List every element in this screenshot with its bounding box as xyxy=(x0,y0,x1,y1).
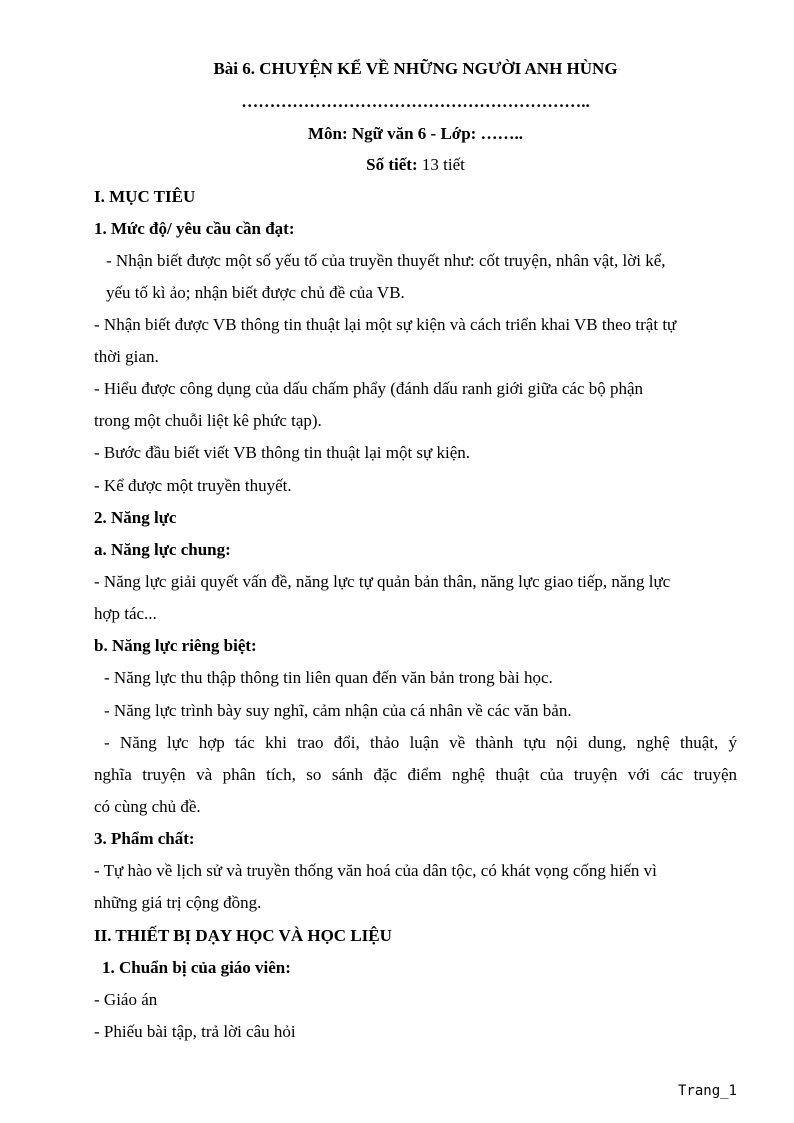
lesson-title: Bài 6. CHUYỆN KỂ VỀ NHỮNG NGƯỜI ANH HÙNG xyxy=(213,59,618,78)
section-heading-objectives: I. MỤC TIÊU xyxy=(94,187,196,206)
paragraph-line: - Nhận biết được VB thông tin thuật lại một sự kiện và cách triển khai VB theo trật tự xyxy=(94,315,677,334)
paragraph-line: - Năng lực giải quyết vấn đề, năng lực tự quản bản thân, năng lực giao tiếp, năng lực xyxy=(94,572,671,591)
subheading-requirements: 1. Mức độ/ yêu cầu cần đạt: xyxy=(94,219,295,238)
paragraph-line: - Phiếu bài tập, trả lời câu hỏi xyxy=(94,1022,296,1041)
subheading-specific-competence: b. Năng lực riêng biệt: xyxy=(94,636,257,655)
paragraph-line: - Kể được một truyền thuyết. xyxy=(94,476,292,495)
periods-label: Số tiết: xyxy=(366,155,418,174)
paragraph-line: - Năng lực hợp tác khi trao đổi, thảo luận về thành tựu nội dung, nghệ thuật, ý xyxy=(104,733,737,752)
paragraph-line: - Năng lực trình bày suy nghĩ, cảm nhận của cá nhân về các văn bản. xyxy=(104,701,572,720)
paragraph-line: - Giáo án xyxy=(94,990,158,1009)
subheading-teacher-prep: 1. Chuẩn bị của giáo viên: xyxy=(102,958,291,977)
subheading-qualities: 3. Phẩm chất: xyxy=(94,829,195,848)
paragraph-line: - Nhận biết được một số yếu tố của truyền thuyết như: cốt truyện, nhân vật, lời kể, xyxy=(106,251,666,270)
paragraph-line: trong một chuỗi liệt kê phức tạp). xyxy=(94,411,322,430)
paragraph-line: - Tự hào về lịch sử và truyền thống văn hoá của dân tộc, có khát vọng cống hiến vì xyxy=(94,861,657,880)
paragraph-line: nghĩa truyện và phân tích, so sánh đặc điểm nghệ thuật của truyện với các truyện xyxy=(94,765,737,784)
section-heading-equipment: II. THIẾT BỊ DẠY HỌC VÀ HỌC LIỆU xyxy=(94,926,392,945)
title-dots: …………………………………………………….. xyxy=(241,92,590,111)
periods-value: 13 tiết xyxy=(417,155,465,174)
periods-line xyxy=(94,155,737,175)
paragraph-line: - Năng lực thu thập thông tin liên quan đến văn bản trong bài học. xyxy=(104,668,553,687)
paragraph-line: hợp tác... xyxy=(94,604,157,623)
paragraph-line: - Hiểu được công dụng của dấu chấm phẩy (đánh dấu ranh giới giữa các bộ phận xyxy=(94,379,644,398)
page-number: Trang_1 xyxy=(677,1083,737,1099)
paragraph-line: có cùng chủ đề. xyxy=(94,797,201,816)
paragraph-line: những giá trị cộng đồng. xyxy=(94,893,262,912)
subheading-competence: 2. Năng lực xyxy=(94,508,177,527)
paragraph-line: thời gian. xyxy=(94,347,159,366)
subject-line: Môn: Ngữ văn 6 - Lớp: …….. xyxy=(307,124,524,143)
paragraph-line: - Bước đầu biết viết VB thông tin thuật lại một sự kiện. xyxy=(94,443,471,462)
subheading-general-competence: a. Năng lực chung: xyxy=(94,540,231,559)
paragraph-line: yếu tố kì ảo; nhận biết được chủ đề của VB. xyxy=(106,283,405,302)
